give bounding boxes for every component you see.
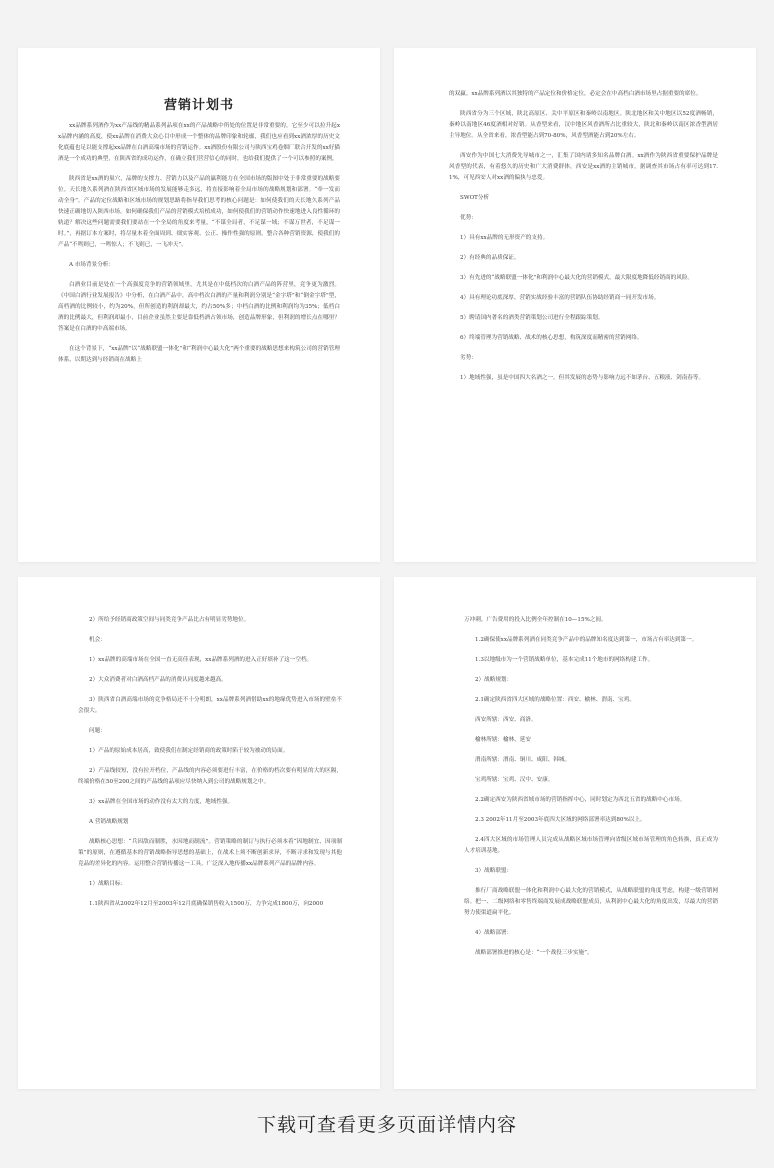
section-heading: SWOT分析 xyxy=(460,195,490,201)
list-item: 2.2确定西安为陕西省域市场的营销指挥中心，同时划定为西北五省的战略中心市场。 xyxy=(475,797,686,803)
section-heading: 1）战略目标： xyxy=(89,881,127,887)
list-item: 6）终端管理为营销战略、战术的核心思想，构筑深度而精密的营销网络。 xyxy=(460,335,643,341)
list-item: 2）有经典的品质保证。 xyxy=(460,255,520,261)
list-item: 2.1确定陕西省四大区域的战略位置：西安、榆林、渭南、宝鸡。 xyxy=(475,697,635,703)
list-item: 3）xx品牌在全国市场的动作没有太大的力度，地域性强。 xyxy=(89,799,234,805)
list-item: 1）地域性强，虽是中国四大名酒之一，但其发展的态势与影响力远不如茅台、五粮液、剑南春等。 xyxy=(460,375,705,381)
list-item: 1.3以地级市为一个营销战略单位，基本完成11个地市的网络构建工作。 xyxy=(475,657,654,663)
section-heading: 4）战略部署： xyxy=(475,930,513,936)
section-heading: 劣势： xyxy=(460,355,477,361)
list-item: 5）聘请国内著名的酒类营销策划公司进行全程跟踪策划。 xyxy=(460,315,604,321)
list-item: 宝鸡所辖：宝鸡、汉中、安康。 xyxy=(475,777,554,783)
list-item: 榆林所辖：榆林、延安 xyxy=(475,737,531,743)
section-heading: A 市场背景分析： xyxy=(69,262,114,268)
paragraph: 1.1陕西省从2002年12月至2003年12月底确保销售收入1500万，力争完成1800万，向2000 xyxy=(89,901,324,907)
section-heading: 3）战略联盟： xyxy=(475,868,513,874)
section-heading: 机会： xyxy=(89,637,106,643)
paragraph: 西安作为中国七大消费先导城市之一，汇集了国内诸多知名品牌白酒。xx酒作为陕西省重要保护品牌是风香型的代表，有着悠久的历史和广大消费群体，西安是xx酒的主销城市，据调查其市场占有率可达到17.1%，可见西安人对xx酒的偏执与忠爱。 xyxy=(449,153,718,181)
list-item: 2）大众消费者对白酒高档产品的消费认同度越来越高。 xyxy=(89,677,227,683)
list-item: 渭南所辖：渭南、铜川、咸阳、韩城。 xyxy=(475,757,571,763)
document-page-3 xyxy=(18,577,380,1089)
paragraph: 推行厂商战略联盟一体化和利润中心最大化的营销模式，从战略联盟的角度考虑，构建一级营销网络。把一、二级网络和零售终端商发展成战略联盟成员，从利润中心最大化的角度出发，尽最大的营销努力使渠道扁平化。 xyxy=(464,888,718,916)
list-item: 1）具有xx品牌的无形资产的支持。 xyxy=(460,235,549,241)
document-page-2 xyxy=(394,48,756,562)
document-page-4 xyxy=(394,577,756,1089)
section-heading: 优势： xyxy=(460,215,477,221)
list-item: 3）陕西省白酒高端市场的竞争格局还不十分明朗，xx品牌系列酒借助xx的地缘优势进入市场的壁垒不会很大。 xyxy=(78,697,342,714)
download-more-link[interactable]: 下载可查看更多页面详情内容 xyxy=(256,1114,517,1136)
list-item: 1）产品的原始成本居高，致使我们在制定经销商的政策时陷于较为被动的局面。 xyxy=(89,748,289,754)
list-item: 1.2确保使xx品牌系列酒在同类竞争产品中的品牌知名度达到第一，市场占有率达到第一。 xyxy=(475,637,698,643)
paragraph: 白酒业目前是处在一个高强度竞争的营销领域里，尤其是在中低档次的白酒产品的阵营里，竞争更为激烈。《中国白酒行业发展报告》中分析，在白酒产品中，高中档次白酒的产量和利润分别是“金字塔”和“倒金字塔”型，高档酒的比例较小，约为20%，但所创造的利润却最大，约占50%多；中档白酒的比例和利润均为35%；低档白酒的比例最大，但利润却最小，目前企业虽然主要是靠低档酒占领市场，创造品牌形象，但利润的增长点在哪里？答案是在白酒的中高端市场。 xyxy=(58,282,340,332)
paragraph: xx品牌系列酒作为xx产品线的精品系列品项在xx的产品战略中所处的位置是非常重要的，它至少可以拉升起xx品牌内涵的高度，使xx品牌在消费大众心目中形成一个整体的品牌印象和轮廓，我们也应看到xx酒浓厚的历史文化底蕴也足以能支撑起xx品牌在白酒高端市场的营销运作。xx酒股份有限公司与陕西宝鸡卷烟厂联合开发的xx好猫酒是一个成功的典型，在陕西省的成功运作，在确立我们营营信心的同时，也给我们提供了一个可以参照的案例。 xyxy=(58,123,340,162)
paragraph: 陕西省分为三个区域，陕北高原区、关中平原区和秦岭以南地区。陕北地区和关中地区以52度酒畅销，秦岭以南地区46度酒相对好销。从香型来看，汉中地区风香酒所占比重较大，陕北和秦岭以南区浓香型酒居主导地位。从全省来看，浓香型能占到70-80%，风香型酒能占到20%左右。 xyxy=(449,111,718,139)
section-heading: A 营销战略规划 xyxy=(89,819,129,825)
list-item: 西安所辖：西安、商洛。 xyxy=(475,717,537,723)
paragraph: 在这个背景下，“xx品牌”以“战略联盟一体化”和“利润中心最大化”两个重要的战略思想来构筑公司的营销管理体系，以期达到与经销商在战略上 xyxy=(58,346,340,363)
list-item: 1）xx品牌的高端市场在全国一直无高佳表现，xx品牌系列酒的进入正好填补了这一空档。 xyxy=(89,657,313,663)
paragraph: 战略部署推进的核心是：“一个战役三步实施”。 xyxy=(475,950,593,956)
paragraph: 的双赢。xx品牌系列酒以其独特的产品定位和价格定位，必定会在中高档白酒市场里占据重要的席位。 xyxy=(449,91,702,97)
list-item: 4）具有理论功底深厚、营销实战经验丰富的营销队伍协助经销商一同开发市场。 xyxy=(460,295,660,301)
document-title: 营销计划书 xyxy=(163,98,234,113)
document-page-1 xyxy=(18,48,380,562)
paragraph: 陕西省是xx酒的巢穴，品牌的支撑力、营销力以及产品的赢利能力在全国市场的版图中处于非常重要的战略要位。天长地久系列酒在陕西省区域市场的发展能够走多远，将直接影响着全局市场的战略规划和部署。“牵一发而动全身”。产品的定位战略和区域市场的规划思路将指导我们思考的核心问题是：如何使我们的天长地久系列产品快速正确地切入陕西市场，如何确保我们产品的营销模式培植成功，如何使我们的营销动作快速地进入良性循环的轨道？解决这些问题需要我们要站在一个全局的角度来考量，“不谋全局者，不足谋一域；不谋万世者，不足谋一时。”，再据订本方案时，将尽量本着全面周到、细实客观、公正、操作性强的原则，整合各种营销资源，使我们的产品“不鸣则已，一鸣惊人；不飞则已，一飞冲天”。 xyxy=(58,176,340,248)
section-heading: 2）战略规划： xyxy=(475,677,513,683)
list-item: 2）产品线较短，没有拉开档位，产品线的内容必须要进行丰富，在价格的档次要有明显的大的区隔，终端价格在50至200之间的产品线的品项应尽快纳入到公司的战略规划之中。 xyxy=(78,768,342,785)
list-item: 2.4四大区域的市场管理人员完成从战略区域市场管理向省级区域市场管理的角色转换，真正成为人才培训基地。 xyxy=(464,837,718,854)
list-item: 3）有先进的“战略联盟一体化”和利润中心最大化的营销模式，最大限度地降低经销商的风险。 xyxy=(460,275,694,281)
list-item: 2）所给予经销商政策空间与同类竞争产品比占有明显劣势地位。 xyxy=(89,617,250,623)
paragraph: 万冲刺。广告费用的投入比例全年控制在10—15%之间。 xyxy=(464,617,607,623)
list-item: 2.3 2002年11月至2003年底四大区域的网络部署率达到80%以上。 xyxy=(475,817,646,823)
paragraph: 战略核心思想：“兵因敌而制胜，水因地而制流”。营销策略的制订与执行必须本着“因地制宜、因项制策”的原则，在遵循基本的营销战略指导思想的基础上，在战术上须不断创新求异，不断寻求和发现与其他竞品的差异化的内容。运用整合营销传播这一工具，广泛深入地传播xx品牌系列产品的品牌内容。 xyxy=(78,839,342,867)
section-heading: 问题： xyxy=(89,728,106,734)
